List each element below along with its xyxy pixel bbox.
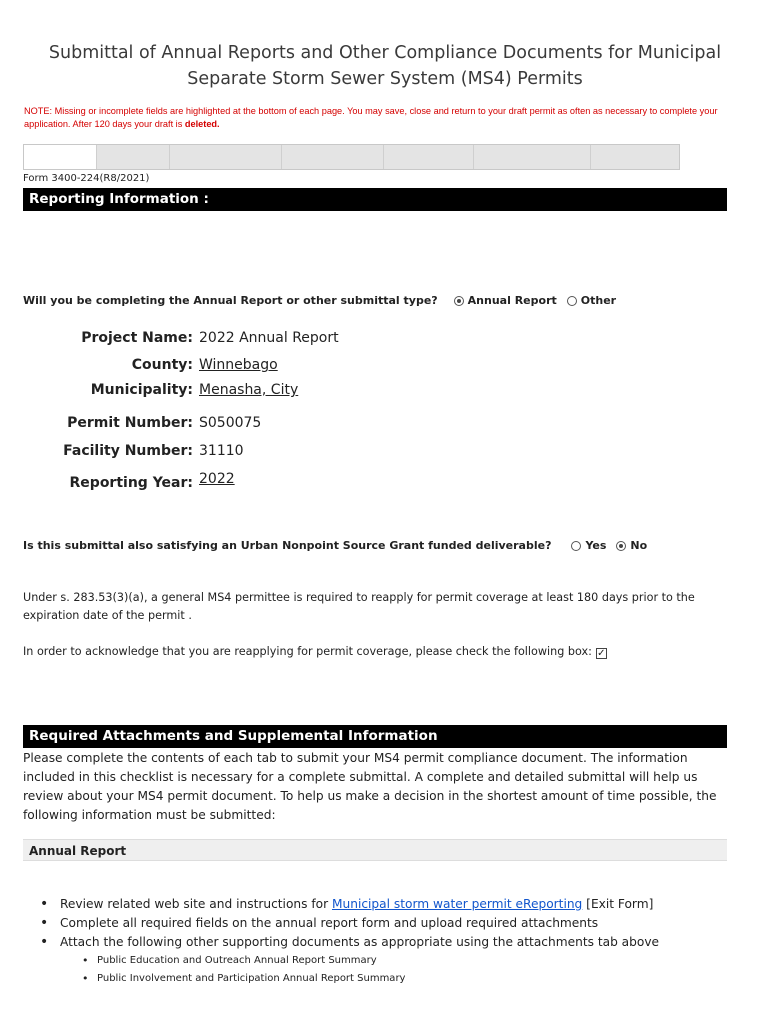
permit-number-label: Permit Number: bbox=[67, 415, 193, 431]
other-label: Other bbox=[580, 294, 617, 307]
list-item: • Attach the following other supporting documents as appropriate using the attachments tab above bbox=[30, 933, 740, 952]
list-item: • Complete all required fields on the annual report form and upload required attachments bbox=[30, 914, 740, 933]
sub-list-item: • Public Involvement and Participation Annual Report Summary bbox=[30, 970, 740, 988]
annual-report-label: Annual Report bbox=[467, 294, 557, 307]
form-tabs bbox=[23, 144, 680, 170]
tab-6[interactable] bbox=[473, 145, 591, 169]
other-option[interactable] bbox=[567, 294, 616, 307]
no-option[interactable] bbox=[616, 539, 647, 552]
page-title bbox=[20, 40, 750, 92]
other-radio[interactable] bbox=[567, 296, 577, 306]
bullet1-suffix: [Exit Form] bbox=[582, 897, 654, 911]
tab-1[interactable] bbox=[24, 145, 96, 169]
list-item bbox=[30, 895, 740, 914]
tab-7[interactable] bbox=[590, 145, 679, 169]
project-name-row bbox=[23, 330, 339, 352]
reporting-information-heading: Reporting Information : bbox=[23, 188, 727, 211]
project-name-label: Project Name: bbox=[81, 330, 193, 346]
annual-report-radio[interactable] bbox=[454, 296, 464, 306]
submittal-type-label: Will you be completing the Annual Report or other submittal type? bbox=[23, 294, 438, 307]
note-text: NOTE: Missing or incomplete fields are highlighted at the bottom of each page. You may save, close and return to your draft permit as often as necessary to complete your application. After 120 days your draft is bbox=[24, 106, 718, 129]
tab-3[interactable] bbox=[169, 145, 282, 169]
grant-question bbox=[23, 539, 647, 552]
tab-5[interactable] bbox=[383, 145, 473, 169]
reporting-year-row bbox=[23, 471, 235, 495]
draft-note bbox=[24, 105, 739, 131]
sub-list-item: • Public Education and Outreach Annual Report Summary bbox=[30, 952, 740, 970]
annual-report-option[interactable] bbox=[454, 294, 557, 307]
reapply-paragraph: Under s. 283.53(3)(a), a general MS4 permittee is required to reapply for permit coverage at least 180 days prior to the expiration date of the permit . bbox=[23, 591, 695, 622]
title-line-2: Separate Storm Sewer System (MS4) Permits bbox=[187, 69, 583, 89]
acknowledge-checkbox[interactable]: ✓ bbox=[597, 648, 606, 659]
county-value[interactable]: Winnebago bbox=[199, 357, 278, 373]
attachments-intro: Please complete the contents of each tab to submit your MS4 permit compliance document. The information included in this checklist is necessary for a complete submittal. A complete and detailed submittal will help us review about your MS4 permit document. To help us make a decision in the shortest amount of time possible, the following information must be submitted: bbox=[23, 751, 717, 822]
no-radio[interactable] bbox=[616, 541, 626, 551]
ereporting-link[interactable]: Municipal storm water permit eReporting bbox=[331, 897, 583, 911]
yes-radio[interactable] bbox=[571, 541, 581, 551]
requirements-list bbox=[30, 895, 740, 988]
project-name-value[interactable]: 2022 Annual Report bbox=[199, 330, 339, 346]
reporting-year-value[interactable]: 2022 bbox=[199, 471, 235, 487]
municipality-label: Municipality: bbox=[90, 382, 193, 398]
facility-number-value[interactable]: 31110 bbox=[199, 443, 244, 459]
tab-2[interactable] bbox=[96, 145, 169, 169]
annual-report-subheading: Annual Report bbox=[23, 839, 727, 861]
yes-option[interactable] bbox=[571, 539, 606, 552]
tab-4[interactable] bbox=[281, 145, 383, 169]
grant-question-label: Is this submittal also satisfying an Urban Nonpoint Source Grant funded deliverable? bbox=[23, 539, 552, 552]
county-row bbox=[23, 357, 278, 379]
no-label: No bbox=[630, 539, 648, 552]
submittal-type-question bbox=[23, 294, 616, 307]
attachments-heading: Required Attachments and Supplemental Information bbox=[23, 725, 727, 748]
facility-number-row bbox=[23, 443, 244, 465]
note-bold: deleted. bbox=[184, 119, 220, 129]
bullet1-prefix: Review related web site and instructions for bbox=[60, 897, 332, 911]
municipality-row bbox=[23, 382, 299, 404]
permit-number-row bbox=[23, 415, 262, 437]
county-label: County: bbox=[131, 357, 193, 373]
municipality-value[interactable]: Menasha, City bbox=[199, 382, 299, 398]
yes-label: Yes bbox=[585, 539, 607, 552]
form-number: Form 3400-224(R8/2021) bbox=[23, 173, 150, 184]
acknowledge-text: In order to acknowledge that you are reapplying for permit coverage, please check the following box: bbox=[23, 645, 592, 658]
acknowledge-paragraph bbox=[23, 643, 723, 661]
facility-number-label: Facility Number: bbox=[63, 443, 193, 459]
permit-number-value[interactable]: S050075 bbox=[199, 415, 262, 431]
reporting-year-label: Reporting Year: bbox=[69, 475, 193, 491]
title-line-1: Submittal of Annual Reports and Other Compliance Documents for Municipal bbox=[48, 43, 722, 63]
